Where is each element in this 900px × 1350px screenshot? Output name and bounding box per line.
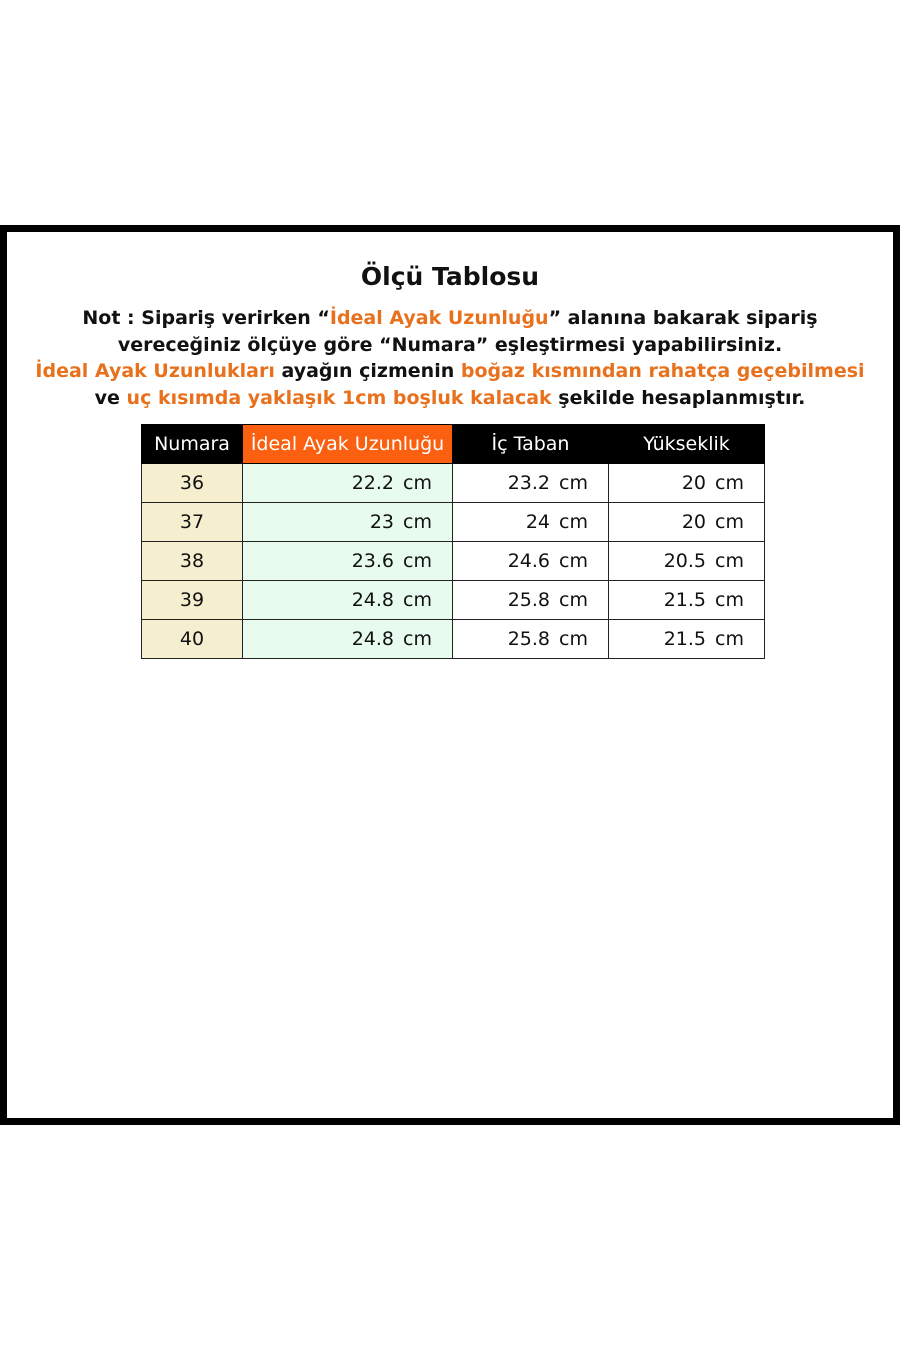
cell-value: 36 [179,472,205,494]
note-highlight: uç kısımda yaklaşık 1cm boşluk kalacak [126,387,552,409]
note-text: ve [94,387,127,409]
cell-ic-taban [453,464,609,503]
note-text: ayağın çizmenin [274,360,461,382]
cell-value: 40 [179,628,205,650]
header-ideal-ayak-uzunlugu: İdeal Ayak Uzunluğu [243,425,453,464]
cell-value: 38 [179,550,205,572]
cell-value: 39 [179,589,205,611]
size-chart-frame [0,225,900,1125]
header-ic-taban: İç Taban [453,425,609,464]
cell-ic-taban [453,581,609,620]
chart-title: Ölçü Tablosu [360,262,540,291]
note-highlight: boğaz kısmından rahatça geçebilmesi [460,360,865,382]
cell-unit: cm [403,511,432,533]
note-text: Not : Sipariş verirken “ [82,307,330,329]
table-row [142,542,765,581]
cell-ideal-ayak-uzunlugu [243,503,453,542]
cell-ideal-ayak-uzunlugu [243,620,453,659]
note-highlight: İdeal Ayak Uzunluğu [329,307,549,329]
cell-ideal-ayak-uzunlugu [243,464,453,503]
cell-unit: cm [715,589,744,611]
cell-value: 20 [681,472,707,494]
cell-unit: cm [715,628,744,650]
note-line-3 [27,360,873,382]
cell-value: 20.5 [663,550,707,572]
cell-yukseklik [609,581,765,620]
cell-ic-taban [453,542,609,581]
cell-numara [142,464,243,503]
cell-unit: cm [403,628,432,650]
cell-yukseklik [609,620,765,659]
cell-numara [142,503,243,542]
note-highlight: İdeal Ayak Uzunlukları [35,360,275,382]
table-row [142,464,765,503]
cell-numara [142,581,243,620]
cell-unit: cm [403,472,432,494]
cell-numara [142,620,243,659]
note-text: şekilde hesaplanmıştır. [551,387,806,409]
cell-yukseklik [609,464,765,503]
note-line-4 [27,387,873,409]
cell-value: 25.8 [507,589,551,611]
table-row [142,581,765,620]
cell-yukseklik [609,542,765,581]
cell-yukseklik [609,503,765,542]
cell-value: 21.5 [663,628,707,650]
cell-ic-taban [453,503,609,542]
cell-value: 24.6 [507,550,551,572]
cell-value: 20 [681,511,707,533]
cell-unit: cm [559,472,588,494]
cell-unit: cm [715,472,744,494]
cell-ideal-ayak-uzunlugu [243,542,453,581]
cell-ideal-ayak-uzunlugu [243,581,453,620]
cell-value: 21.5 [663,589,707,611]
note-text: ” alanına bakarak sipariş [548,307,818,329]
cell-unit: cm [559,589,588,611]
cell-unit: cm [403,589,432,611]
cell-value: 22.2 [351,472,395,494]
cell-ic-taban [453,620,609,659]
table-row [142,503,765,542]
cell-numara [142,542,243,581]
cell-value: 24.8 [351,628,395,650]
note-line-1 [27,307,873,329]
cell-value: 23 [369,511,395,533]
header-numara: Numara [142,425,243,464]
cell-value: 23.2 [507,472,551,494]
cell-value: 37 [179,511,205,533]
cell-unit: cm [559,550,588,572]
table-row [142,620,765,659]
table-header-row [142,425,765,464]
note-line-2: vereceğiniz ölçüye göre “Numara” eşleştirmesi yapabilirsiniz. [117,334,783,356]
cell-unit: cm [559,628,588,650]
cell-value: 25.8 [507,628,551,650]
cell-value: 24.8 [351,589,395,611]
cell-unit: cm [715,550,744,572]
cell-unit: cm [715,511,744,533]
cell-value: 24 [525,511,551,533]
cell-value: 23.6 [351,550,395,572]
cell-unit: cm [403,550,432,572]
header-yukseklik: Yükseklik [609,425,765,464]
size-table [141,424,765,659]
cell-unit: cm [559,511,588,533]
